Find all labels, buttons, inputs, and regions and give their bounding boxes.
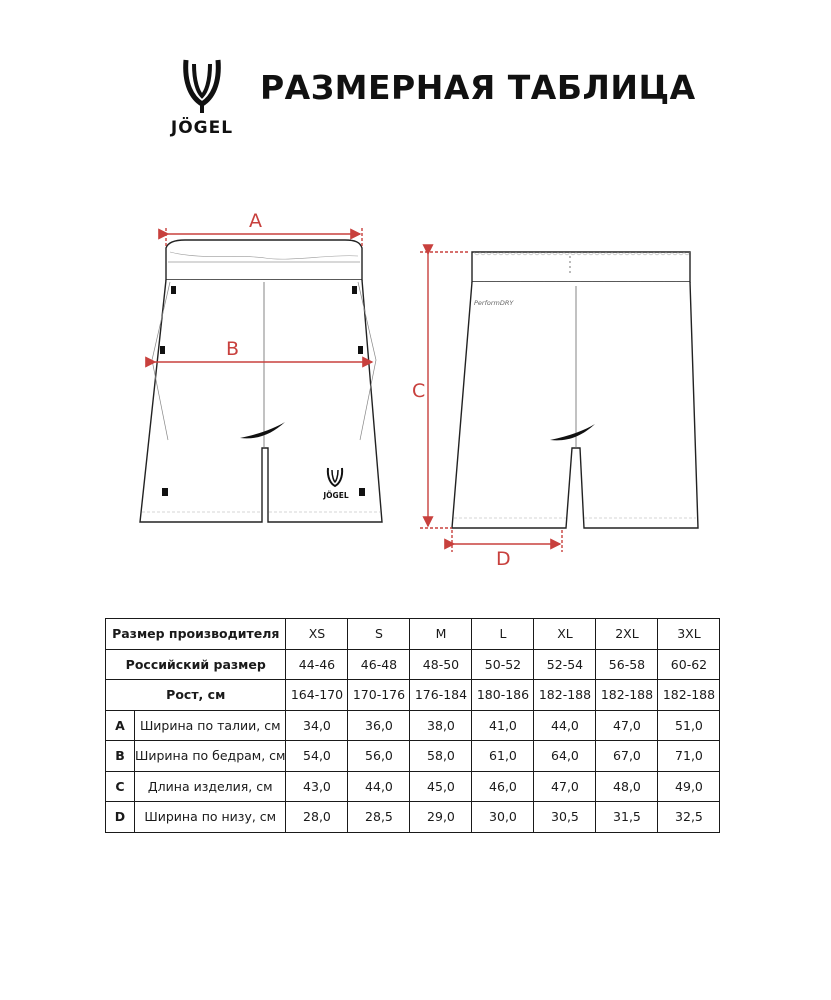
table-cell: 32,5 xyxy=(658,802,720,833)
table-cell: 30,0 xyxy=(472,802,534,833)
size-table xyxy=(105,618,720,833)
back-print-text: PerformDRY xyxy=(474,299,514,307)
measure-label: Ширина по талии, см xyxy=(135,710,286,741)
table-cell: 31,5 xyxy=(596,802,658,833)
table-cell: 49,0 xyxy=(658,771,720,802)
measure-label: Ширина по бедрам, см xyxy=(135,741,286,772)
table-cell: 47,0 xyxy=(534,771,596,802)
table-cell: 52-54 xyxy=(534,649,596,680)
table-row xyxy=(106,741,720,772)
table-cell: 46,0 xyxy=(472,771,534,802)
table-cell: 3XL xyxy=(658,619,720,650)
table-cell: 180-186 xyxy=(472,680,534,711)
measure-letter: C xyxy=(106,771,135,802)
table-cell: 47,0 xyxy=(596,710,658,741)
table-cell: 176-184 xyxy=(410,680,472,711)
table-cell: 164-170 xyxy=(286,680,348,711)
table-cell: 44,0 xyxy=(348,771,410,802)
table-cell: 51,0 xyxy=(658,710,720,741)
brand-logo-mark-icon xyxy=(182,58,222,114)
table-cell: M xyxy=(410,619,472,650)
measure-label: Ширина по низу, см xyxy=(135,802,286,833)
back-view xyxy=(452,252,698,528)
table-cell: 182-188 xyxy=(596,680,658,711)
table-row xyxy=(106,771,720,802)
table-row xyxy=(106,710,720,741)
table-cell: 38,0 xyxy=(410,710,472,741)
measure-label: Длина изделия, см xyxy=(135,771,286,802)
table-cell: 54,0 xyxy=(286,741,348,772)
front-view xyxy=(140,240,382,522)
table-cell: XS xyxy=(286,619,348,650)
table-row xyxy=(106,649,720,680)
table-cell: 30,5 xyxy=(534,802,596,833)
table-cell: 43,0 xyxy=(286,771,348,802)
table-cell: 56,0 xyxy=(348,741,410,772)
table-row-label: Размер производителя xyxy=(106,619,286,650)
table-cell: 44,0 xyxy=(534,710,596,741)
table-row-label: Российский размер xyxy=(106,649,286,680)
table-cell: 64,0 xyxy=(534,741,596,772)
table-cell: 48-50 xyxy=(410,649,472,680)
table-cell: 34,0 xyxy=(286,710,348,741)
table-row xyxy=(106,680,720,711)
brand-logo xyxy=(160,58,244,140)
table-cell: 45,0 xyxy=(410,771,472,802)
table-cell: 58,0 xyxy=(410,741,472,772)
table-row-label: Рост, см xyxy=(106,680,286,711)
table-cell: 56-58 xyxy=(596,649,658,680)
table-cell: 67,0 xyxy=(596,741,658,772)
dimension-label-c: C xyxy=(412,380,426,402)
table-cell: 28,0 xyxy=(286,802,348,833)
table-row xyxy=(106,802,720,833)
table-cell: 44-46 xyxy=(286,649,348,680)
table-cell: 61,0 xyxy=(472,741,534,772)
shorts-diagram xyxy=(0,190,831,590)
table-cell: 170-176 xyxy=(348,680,410,711)
measure-letter: B xyxy=(106,741,135,772)
dimension-label-d: D xyxy=(496,548,511,570)
table-cell: 36,0 xyxy=(348,710,410,741)
table-cell: S xyxy=(348,619,410,650)
table-cell: 182-188 xyxy=(534,680,596,711)
header xyxy=(0,0,831,160)
dimension-label-b: B xyxy=(226,338,240,360)
table-cell: 28,5 xyxy=(348,802,410,833)
table-cell: XL xyxy=(534,619,596,650)
table-cell: 48,0 xyxy=(596,771,658,802)
table-cell: 71,0 xyxy=(658,741,720,772)
table-cell: 29,0 xyxy=(410,802,472,833)
table-row xyxy=(106,619,720,650)
measure-letter: A xyxy=(106,710,135,741)
table-cell: 41,0 xyxy=(472,710,534,741)
front-logo-text: JÖGEL xyxy=(323,491,349,500)
table-cell: 2XL xyxy=(596,619,658,650)
table-cell: 46-48 xyxy=(348,649,410,680)
table-cell: 60-62 xyxy=(658,649,720,680)
measure-letter: D xyxy=(106,802,135,833)
table-cell: L xyxy=(472,619,534,650)
table-cell: 50-52 xyxy=(472,649,534,680)
page-title: РАЗМЕРНАЯ ТАБЛИЦА xyxy=(260,68,696,107)
brand-logo-text: JÖGEL xyxy=(170,118,234,138)
dimension-label-a: A xyxy=(249,210,262,232)
table-cell: 182-188 xyxy=(658,680,720,711)
